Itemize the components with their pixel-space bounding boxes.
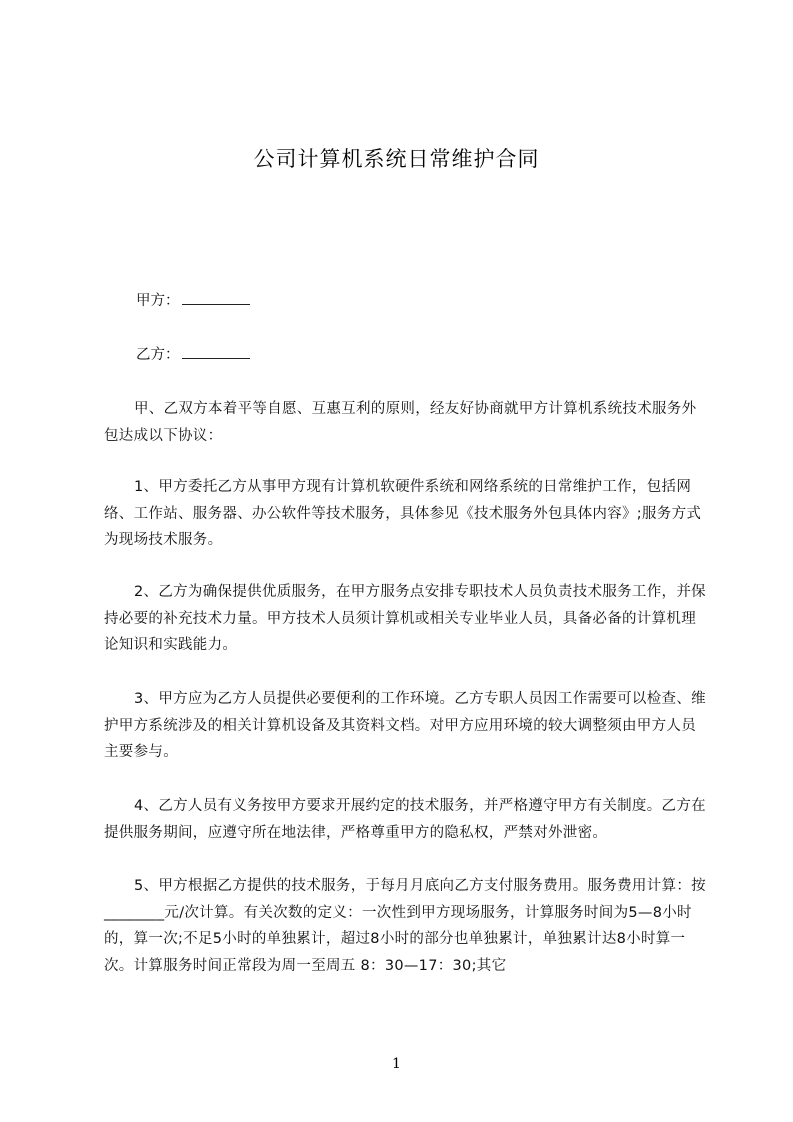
document-title: 公司计算机系统日常维护合同	[253, 147, 540, 171]
page-number: 1	[392, 1056, 401, 1072]
party-b-label: 乙方：	[136, 347, 180, 363]
clause-5-paragraph: 5、甲方根据乙方提供的技术服务，于每月月底向乙方支付服务费用。服务费用计算：按________元/次计算。有关次数的定义：一次性到甲方现场服务，计算服务时间为5—8小时的，算一次;不足5小时的单独累计，超过8小时的部分也单独累计，单独累计达8小时算一次。计算服务时间正常段为周一至周五 8：30—17：30;其它	[104, 878, 706, 974]
party-a-blank	[182, 290, 250, 305]
clause-4-paragraph: 4、乙方人员有义务按甲方要求开展约定的技术服务，并严格遵守甲方有关制度。乙方在提供服务期间，应遵守所在地法律，严格尊重甲方的隐私权，严禁对外泄密。	[104, 798, 706, 841]
party-a-label: 甲方：	[136, 293, 180, 309]
party-a-line	[136, 290, 250, 311]
clause-1-paragraph: 1、甲方委托乙方从事甲方现有计算机软硬件系统和网络系统的日常维护工作，包括网络、工作站、服务器、办公软件等技术服务，具体参见《技术服务外包具体内容》;服务方式为现场技术服务。	[104, 479, 702, 548]
intro-paragraph: 甲、乙双方本着平等自愿、互惠互利的原则，经友好协商就甲方计算机系统技术服务外包达成以下协议：	[104, 401, 697, 444]
party-b-blank	[182, 344, 250, 359]
clause-3-paragraph: 3、甲方应为乙方人员提供必要便利的工作环境。乙方专职人员因工作需要可以检查、维护甲方系统涉及的相关计算机设备及其资料文档。对甲方应用环境的较大调整须由甲方人员主要参与。	[104, 691, 706, 760]
party-b-line	[136, 344, 250, 365]
clause-2-paragraph: 2、乙方为确保提供优质服务，在甲方服务点安排专职技术人员负责技术服务工作，并保持必要的补充技术力量。甲方技术人员须计算机或相关专业毕业人员，具备必备的计算机理论知识和实践能力。	[104, 584, 706, 653]
